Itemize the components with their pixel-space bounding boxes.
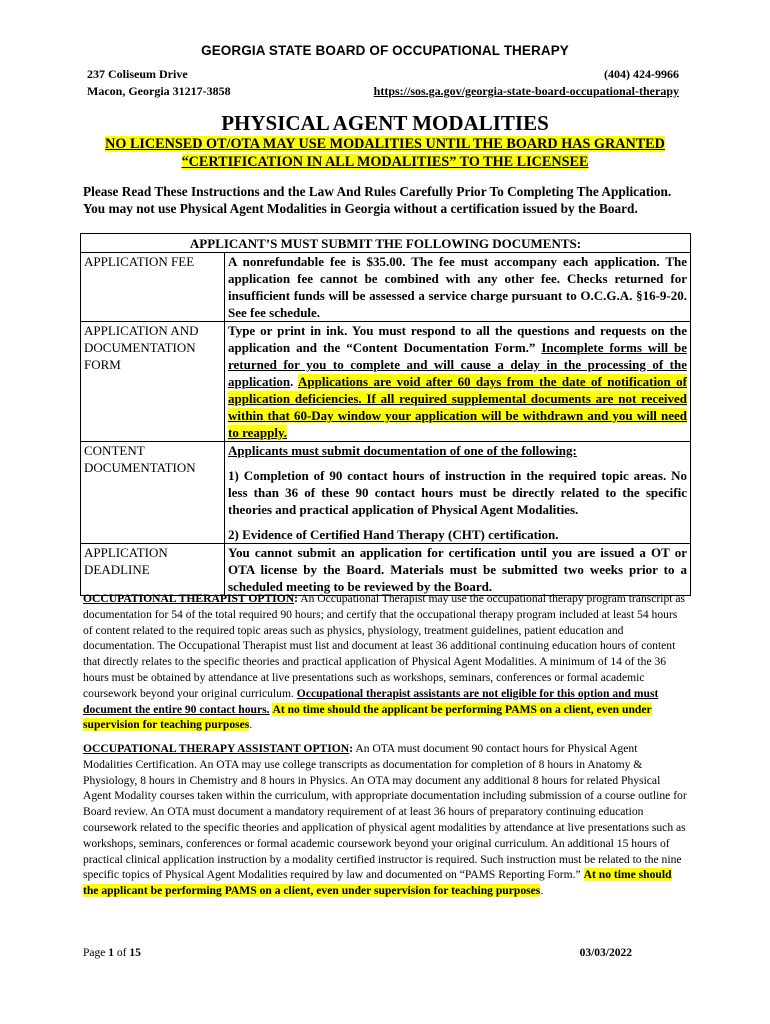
required-documents-table [80, 233, 691, 596]
table-row [81, 253, 691, 322]
board-website-link[interactable]: https://sos.ga.gov/georgia-state-board-occupational-therapy [373, 84, 679, 98]
ot-option-heading: OCCUPATIONAL THERAPIST OPTION [83, 592, 295, 605]
table-row [81, 322, 691, 442]
ota-option-paragraph: OCCUPATIONAL THERAPY ASSISTANT OPTION: An OTA must document 90 contact hours for Physical Agent Modalities Certification. An OTA may use college transcripts as documentation for completion of 8 hours in Anatomy & Physiology, 8 hours in Chemistry and 8 hours in Physics. An OTA may document any additional 8 hours for related Physical Agent Modality courses taken within the curriculum, with appropriate documentation including submission of a course outline for Board review. An OTA must document a mandatory requirement of at least 36 hours of preparatory continuing education coursework related to the specific theories and application of physical agent modalities by attendance at live presentations such as workshops, seminars, conferences or formal academic coursework beyond your original curriculum. An additional 15 hours of practical clinical application instruction by a modality certified instructor is required. Such instruction must be related to the nine specific topics of Physical Agent Modalities required by law and documented on “PAMS Reporting Form.” At no time should the applicant be performing PAMS on a client, even under supervision for teaching purposes. [83, 742, 687, 898]
ota-option-heading: OCCUPATIONAL THERAPY ASSISTANT OPTION [83, 742, 350, 755]
board-title: GEORGIA STATE BOARD OF OCCUPATIONAL THERAPY [201, 43, 569, 58]
address-line-2: Macon, Georgia 31217-3858 [87, 84, 231, 98]
page-title: PHYSICAL AGENT MODALITIES [221, 111, 549, 135]
table-row [81, 442, 691, 544]
document-date: 03/03/2022 [579, 947, 632, 959]
warning-line-2: “CERTIFICATION IN ALL MODALITIES” TO THE LICENSEE [181, 154, 589, 170]
table-header: APPLICANT’S MUST SUBMIT THE FOLLOWING DOCUMENTS: [81, 234, 691, 253]
warning-line-1: NO LICENSED OT/OTA MAY USE MODALITIES UNTIL THE BOARD HAS GRANTED [105, 136, 665, 152]
ota-not-eligible-note: Occupational therapist assistants are not eligible for this option and must document the entire 90 contact hours. [83, 686, 659, 716]
content-description: Applicants must submit documentation of one of the following: 1) Completion of 90 contact hours of instruction in the required topic areas. No less than 36 of these 90 contact hours must be directly related to the specific theories and practical application of Physical Agent Modalities. 2) Evidence of Certified Hand Therapy (CHT) certification. [225, 442, 691, 544]
address-line-1: 237 Coliseum Drive [87, 67, 188, 81]
ot-option-paragraph: OCCUPATIONAL THERAPIST OPTION: An Occupational Therapist may use the occupational therapy program transcript as documentation for 54 of the total required 90 hours; and certify that the occupational therapy program included at least 54 hours of content related to the required topic areas such as physics, physiology, treatment guidelines, patient education and documentation. The Occupational Therapist must list and document at least 36 additional continuing education hours of content that directly relates to the specific theories and practical application of Physical Agent Modalities. A minimum of 14 of the 36 hours must be obtained by attendance at live presentations such as workshops, seminars, conferences or formal academic coursework beyond your original curriculum. Occupational therapist assistants are not eligible for this option and must document the entire 90 contact hours. At no time should the applicant be performing PAMS on a client, even under supervision for teaching purposes. [83, 592, 686, 732]
fee-label: APPLICATION FEE [81, 253, 225, 322]
licensing-warning [0, 135, 770, 171]
ot-pams-warning: At no time should the applicant be performing PAMS on a client, even under supervision for teaching purposes [83, 702, 652, 732]
form-description: Type or print in ink. You must respond to all the questions and requests on the application and the “Content Documentation Form.” Incomplete forms will be returned for you to complete and will cause a delay in the processing of the application. Applications are void after 60 days from the date of notification of application deficiencies. If all required supplemental documents are not received within that 60-Day window your application will be withdrawn and you will need to reapply. [225, 322, 691, 442]
instructions-text: Please Read These Instructions and the Law And Rules Carefully Prior To Completing The Application. You may not use Physical Agent Modalities in Georgia without a certification issued by the Board. [83, 184, 672, 216]
form-label: APPLICATION AND DOCUMENTATION FORM [81, 322, 225, 442]
table-row [81, 544, 691, 596]
deadline-description: You cannot submit an application for certification until you are issued a OT or OTA license by the Board. Materials must be submitted two weeks prior to a scheduled meeting to be reviewed by the Board. [225, 544, 691, 596]
content-label: CONTENT DOCUMENTATION [81, 442, 225, 544]
board-contact [374, 66, 679, 100]
page-number: Page 1 of 15 [83, 947, 141, 959]
phone-number: (404) 424-9966 [604, 67, 679, 81]
void-applications-note: Applications are void after 60 days from the date of notification of application deficiencies. If all required supplemental documents are not received within that 60-Day window your application will be withdrawn and you will need to reapply. [228, 374, 687, 440]
fee-description: A nonrefundable fee is $35.00. The fee must accompany each application. The application fee cannot be combined with any other fee. Checks returned for insufficient funds will be assessed a service charge pursuant to O.C.G.A. §16-9-20. See fee schedule. [225, 253, 691, 322]
board-address [87, 66, 231, 100]
deadline-label: APPLICATION DEADLINE [81, 544, 225, 596]
ota-pams-warning: At no time should the applicant be performing PAMS on a client, even under supervision for teaching purposes [83, 868, 672, 898]
